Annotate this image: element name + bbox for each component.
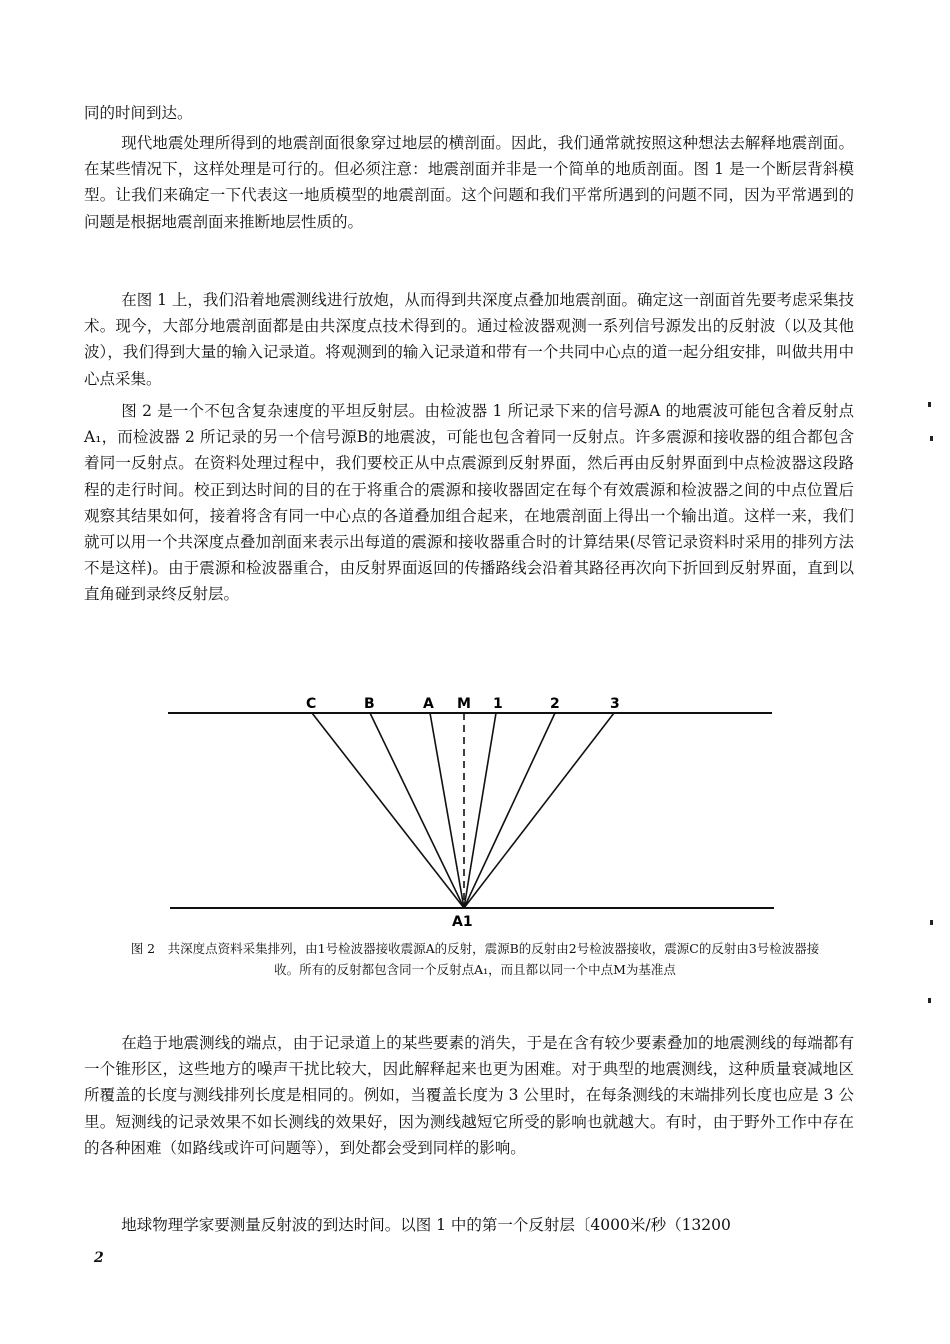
paragraph-continuation: 同的时间到达。 [84,104,193,122]
paragraph-1: 现代地震处理所得到的地震剖面很象穿过地层的横剖面。因此，我们通常就按照这种想法去解释地震剖面。在某些情况下，这样处理是可行的。但必须注意：地震剖面并非是一个简单的地质剖面。图 1 是一个断层背斜模型。让我们来确定一下代表这一地质模型的地震剖面。这个问题和我们平常所遇到的问题不同，因为平常遇到的问题是根据地震剖面来推断地层性质的。 [84,134,854,231]
label-m: M [457,696,471,712]
label-a1: A1 [452,914,473,930]
scan-speck [928,402,931,407]
label-3: 3 [610,696,620,712]
ray-c [312,713,464,908]
ray-a [430,713,464,908]
label-2: 2 [550,696,560,712]
label-1: 1 [493,696,503,712]
paragraph-4: 在趋于地震测线的端点，由于记录道上的某些要素的消失，于是在含有较少要素叠加的地震测线的每端都有一个锥形区，这些地方的噪声干扰比较大，因此解释起来也更为困难。对于典型的地震测线，这种质量衰减地区所覆盖的长度与测线排列长度是相同的。例如，当覆盖长度为 3 公里时，在每条测线的末端排列长度也应是 3 公里。短测线的记录效果不如长测线的效果好，因为测线越短它所受的影响也就越大。有时，由于野外工作中存在的各种困难（如路线或许可问题等），到处都会受到同样的影响。 [84,1034,854,1157]
paragraph-2: 在图 1 上，我们沿着地震测线进行放炮，从而得到共深度点叠加地震剖面。确定这一剖面首先要考虑采集技术。现今，大部分地震剖面都是由共深度点技术得到的。通过检波器观测一系列信号源发出的反射波（以及其他波），我们得到大量的输入记录道。将观测到的输入记录道和带有一个共同中心点的道一起分组安排，叫做共用中心点采集。 [84,291,854,388]
ray-3 [464,713,614,908]
scan-speck [930,920,933,925]
label-c: C [306,696,317,712]
figure-2-diagram [0,680,950,930]
paragraph-5: 地球物理学家要测量反射波的到达时间。以图 1 中的第一个反射层〔4000米/秒（13200 [121,1216,731,1234]
ray-1 [464,713,496,908]
scan-speck [930,436,933,441]
scan-speck [928,998,931,1003]
paragraph-3: 图 2 是一个不包含复杂速度的平坦反射层。由检波器 1 所记录下来的信号源A 的地震波可能包含着反射点A₁，而检波器 2 所记录的另一个信号源B的地震波，可能也包含着同一反射点。许多震源和接收器的组合都包含着同一反射点。在资料处理过程中，我们要校正从中点震源到反射界面，然后再由反射界面到中点检波器这段路程的走行时间。校正到达时间的目的在于将重合的震源和接收器固定在每个有效震源和检波器之间的中点位置后观察其结果如何，接着将含有同一中心点的各道叠加组合起来，在地震剖面上得出一个输出道。这样一来，我们就可以用一个共深度点叠加剖面来表示出每道的震源和接收器重合时的计算结果(尽管记录资料时采用的排列方法不是这样)。由于震源和检波器重合，由反射界面返回的传播路线会沿着其路径再次向下折回到反射界面，直到以直角碰到录终反射层。 [84,402,854,604]
label-a: A [423,696,434,712]
figure-caption: 图 2 共深度点资料采集排列，由1号检波器接收震源A的反射，震源B的反射由2号检波器接收，震源C的反射由3号检波器接收。所有的反射都包含同一个反射点A₁，而且都以同一个中点M为基准点 [130,941,820,977]
label-b: B [364,696,375,712]
page-number: 2 [94,1250,104,1266]
ray-2 [464,713,555,908]
ray-b [370,713,464,908]
